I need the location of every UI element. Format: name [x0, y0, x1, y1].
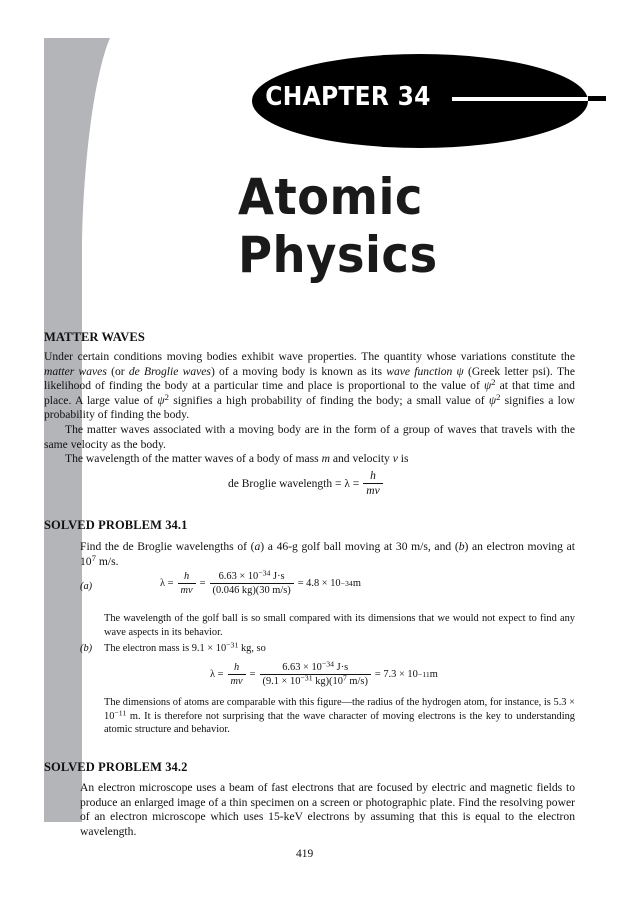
- section-heading-problem-34-2: SOLVED PROBLEM 34.2: [44, 760, 188, 774]
- chapter-rule-inner: [452, 97, 602, 101]
- section-heading-matter-waves: MATTER WAVES: [44, 330, 145, 344]
- chapter-rule-outer: [588, 96, 606, 101]
- part-b-text: The electron mass is $9.1 \times 10^{-31}$ kg, so: [104, 640, 266, 654]
- note-part-a: The wavelength of the golf ball is so small compared with its dimensions that we would not expect to find any wave aspects in its behavior.: [104, 613, 575, 638]
- equation-part-b: λ = $\frac{h}{mv}$ = $\frac{6.63 \times 10^{-34} J\cdot s}{(9.1 \times 10^{-31} kg)(10^7 m/s)}$ = 7.3 × 10 −11 m: [210, 659, 438, 687]
- paragraph-matter-waves-3: The wavelength of the matter waves of a body of mass m and velocity v is: [65, 452, 409, 465]
- problem-34-1-question: Find the de Broglie wavelengths of (a) a 46-g golf ball moving at 30 m/s, and (b) an electron moving at $10^7$ m/s.: [80, 540, 575, 568]
- equation-de-broglie: de Broglie wavelength = λ = $\frac{h}{mv}$: [228, 470, 387, 497]
- note-part-b: The dimensions of atoms are comparable with this figure—the radius of the hydrogen atom, for instance, is $5.3 \times 10^{-11}$ m. It is therefore not surprising that the wave character of moving electrons is the key to understanding atomic structure and behavior.: [104, 697, 575, 736]
- paragraph-matter-waves-1: Under certain conditions moving bodies exhibit wave properties. The quantity whose variations constitute the matter waves (or de Broglie waves) of a moving body is known as its wave function ψ (Greek letter psi). The likelihood of finding the body at a particular time and place is proportional to the value of $\psi^2$ at that time and place. A large value of $\psi^2$ signifies a high probability of finding the body; a small value of $\psi^2$ signifies a low probability of finding the body.: [44, 350, 575, 422]
- page-number: 419: [296, 848, 314, 860]
- paragraph-matter-waves-2: The matter waves associated with a moving body are in the form of a group of waves that travels with the same velocity as the body.: [44, 423, 575, 451]
- chapter-title: Atomic Physics: [238, 168, 438, 284]
- chapter-label: CHAPTER 34: [265, 82, 431, 112]
- part-b-label: (b): [80, 643, 93, 654]
- problem-34-2-text: An electron microscope uses a beam of fast electrons that are focused by electric and magnetic fields to produce an enlarged image of a thin specimen on a screen or photographic plate. Find the resolving power of an electron microscope which uses 15-keV electrons by assuming that this is equal to the electron wavelength.: [80, 781, 575, 838]
- section-heading-problem-34-1: SOLVED PROBLEM 34.1: [44, 518, 188, 532]
- part-a-label: (a): [80, 581, 93, 592]
- equation-part-a: λ = $\frac{h}{mv}$ = $\frac{6.63 \times 10^{-34} J\cdot s}{(0.046 kg)(30 m/s)}$ = 4.8 × 10 −34 m: [160, 568, 361, 596]
